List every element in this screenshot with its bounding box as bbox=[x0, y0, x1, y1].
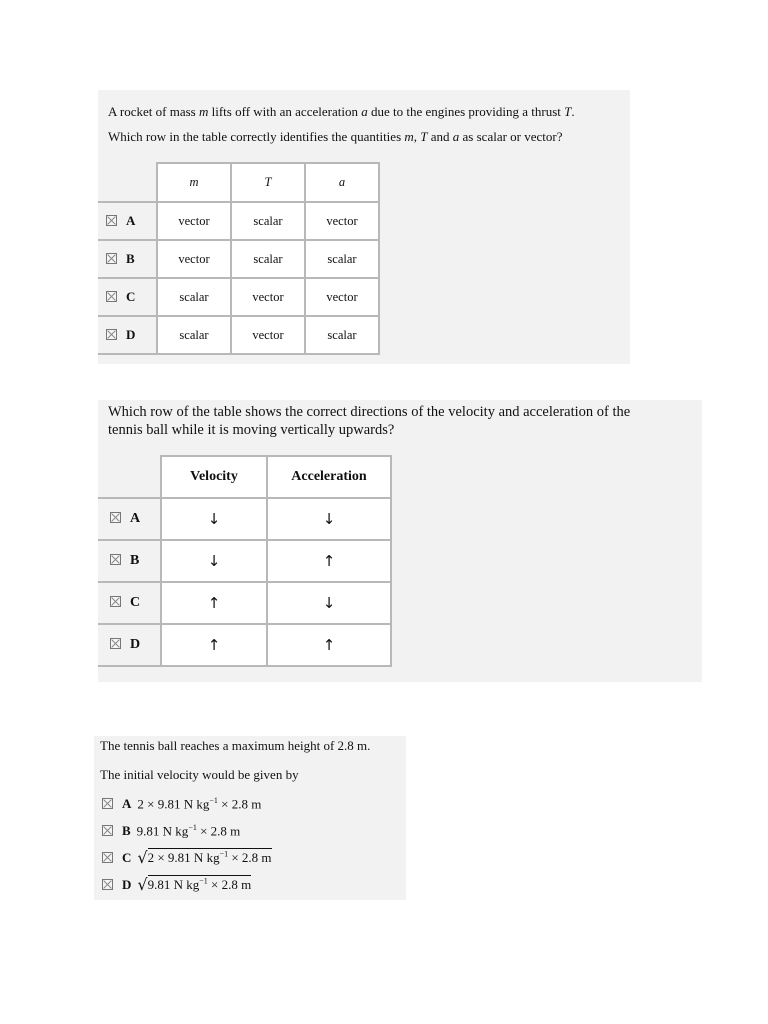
crossed-checkbox-icon[interactable] bbox=[110, 596, 121, 607]
arrow-down-icon: ↓ bbox=[322, 509, 336, 528]
option-row-d[interactable] bbox=[98, 316, 379, 354]
q1-text: . bbox=[571, 104, 575, 119]
option-row-a[interactable] bbox=[98, 202, 379, 240]
option-letter: C bbox=[126, 289, 136, 304]
table-cell: scalar bbox=[305, 240, 379, 278]
table-cell: scalar bbox=[231, 202, 305, 240]
option-label-c[interactable] bbox=[98, 582, 161, 624]
q1-var: a bbox=[452, 129, 460, 144]
option-letter: C bbox=[130, 595, 141, 610]
header-acceleration: Acceleration bbox=[267, 456, 391, 498]
arrow-down-icon: ↓ bbox=[322, 593, 336, 612]
question-2-panel bbox=[98, 400, 702, 682]
q1-var: T bbox=[564, 104, 572, 119]
acceleration-cell bbox=[267, 624, 391, 666]
question-2-text: Which row of the table shows the correct directions of the velocity and acceleration of the tennis ball while it is moving vertically upwards? bbox=[108, 404, 631, 438]
q1-text: A rocket of mass bbox=[108, 104, 199, 119]
table-header-row bbox=[98, 456, 391, 498]
square-root-icon: √9.81 N $kg^{-1} \times 2.8$ m bbox=[137, 875, 252, 894]
crossed-checkbox-icon[interactable] bbox=[106, 291, 117, 302]
q1-text: Which row in the table correctly identifies the quantities bbox=[108, 129, 405, 144]
option-exponent: −1 bbox=[219, 849, 229, 859]
arrow-up-icon: ↑ bbox=[207, 635, 221, 654]
q1-text: , bbox=[413, 129, 421, 144]
option-row-c[interactable] bbox=[98, 278, 379, 316]
option-letter: A bbox=[130, 511, 141, 526]
table-cell: scalar bbox=[305, 316, 379, 354]
arrow-up-icon: ↑ bbox=[322, 551, 336, 570]
option-letter: B bbox=[126, 251, 135, 266]
option-row-a[interactable] bbox=[98, 498, 391, 540]
crossed-checkbox-icon[interactable] bbox=[110, 554, 121, 565]
option-letter: D bbox=[122, 877, 132, 892]
option-label-d[interactable] bbox=[98, 624, 161, 666]
table-corner bbox=[98, 163, 157, 202]
table-cell: scalar bbox=[157, 278, 231, 316]
q1-text: and bbox=[427, 129, 453, 144]
option-letter: D bbox=[126, 327, 136, 342]
question-1-text-line-2 bbox=[108, 129, 563, 145]
crossed-checkbox-icon[interactable] bbox=[110, 512, 121, 523]
option-exponent: −1 bbox=[209, 796, 218, 805]
crossed-checkbox-icon[interactable] bbox=[106, 215, 117, 226]
arrow-up-icon: ↑ bbox=[322, 635, 336, 654]
option-label-a[interactable] bbox=[98, 498, 161, 540]
table-cell: vector bbox=[231, 278, 305, 316]
q1-text: lifts off with an acceleration bbox=[208, 104, 362, 119]
crossed-checkbox-icon[interactable] bbox=[102, 798, 113, 809]
q1-text: due to the engines providing a thrust bbox=[367, 104, 565, 119]
crossed-checkbox-icon[interactable] bbox=[110, 638, 121, 649]
question-3-text-line-2: The initial velocity would be given by bbox=[100, 767, 299, 782]
header-text: a bbox=[338, 175, 346, 189]
acceleration-cell bbox=[267, 540, 391, 582]
option-label-d[interactable] bbox=[98, 316, 157, 354]
velocity-cell bbox=[161, 498, 267, 540]
header-text: m bbox=[189, 175, 199, 189]
table-cell: vector bbox=[231, 316, 305, 354]
option-d[interactable] bbox=[102, 875, 251, 894]
option-expression: 2 × 9.81 N kg bbox=[147, 850, 220, 865]
option-row-b[interactable] bbox=[98, 240, 379, 278]
header-a bbox=[305, 163, 379, 202]
question-3-panel bbox=[94, 736, 406, 900]
question-1-panel bbox=[98, 90, 630, 364]
q1-var: T bbox=[420, 129, 428, 144]
option-row-d[interactable] bbox=[98, 624, 391, 666]
header-m bbox=[157, 163, 231, 202]
option-expression: 9.81 N kg bbox=[147, 877, 200, 892]
q1-var: a bbox=[361, 104, 368, 119]
option-letter: C bbox=[122, 850, 132, 865]
option-expression: × 2.8 m bbox=[228, 850, 272, 865]
option-row-c[interactable] bbox=[98, 582, 391, 624]
crossed-checkbox-icon[interactable] bbox=[102, 852, 113, 863]
crossed-checkbox-icon[interactable] bbox=[106, 329, 117, 340]
crossed-checkbox-icon[interactable] bbox=[102, 879, 113, 890]
option-label-b[interactable] bbox=[98, 540, 161, 582]
table-cell: vector bbox=[305, 202, 379, 240]
q1-var: m bbox=[404, 129, 414, 144]
table-corner bbox=[98, 456, 161, 498]
option-b[interactable] bbox=[102, 823, 240, 839]
option-letter: B bbox=[130, 553, 140, 568]
velocity-cell bbox=[161, 582, 267, 624]
option-letter: A bbox=[126, 213, 136, 228]
table-cell: vector bbox=[157, 240, 231, 278]
option-letter: D bbox=[130, 637, 141, 652]
question-1-text-line-1 bbox=[108, 104, 575, 120]
velocity-cell bbox=[161, 624, 267, 666]
option-row-b[interactable] bbox=[98, 540, 391, 582]
radicand bbox=[148, 848, 272, 865]
option-expression: × 2.8 m bbox=[217, 796, 262, 812]
crossed-checkbox-icon[interactable] bbox=[106, 253, 117, 264]
header-velocity: Velocity bbox=[161, 456, 267, 498]
option-letter: A bbox=[122, 796, 132, 812]
question-2-table bbox=[98, 455, 392, 667]
option-label-b[interactable] bbox=[98, 240, 157, 278]
table-cell: scalar bbox=[231, 240, 305, 278]
arrow-down-icon: ↓ bbox=[207, 551, 221, 570]
option-exponent: −1 bbox=[199, 876, 208, 886]
acceleration-cell bbox=[267, 498, 391, 540]
square-root-icon: √2 × 9.81 N $kg^{-1} \times 2.8$ m bbox=[137, 848, 272, 867]
table-cell: scalar bbox=[157, 316, 231, 354]
table-cell: vector bbox=[157, 202, 231, 240]
crossed-checkbox-icon[interactable] bbox=[102, 825, 113, 836]
option-letter: B bbox=[122, 823, 131, 839]
option-expression: 9.81 N kg bbox=[136, 823, 189, 839]
velocity-cell bbox=[161, 540, 267, 582]
radicand bbox=[148, 875, 252, 892]
option-expression: × 2.8 m bbox=[196, 823, 241, 839]
acceleration-cell bbox=[267, 582, 391, 624]
table-header-row bbox=[98, 163, 379, 202]
header-T bbox=[231, 163, 305, 202]
question-3-text-line-1: The tennis ball reaches a maximum height of 2.8 m. bbox=[100, 738, 371, 753]
option-a[interactable] bbox=[102, 796, 261, 812]
option-label-c[interactable] bbox=[98, 278, 157, 316]
option-expression: 2 × 9.81 N kg bbox=[137, 796, 210, 812]
option-label-a[interactable] bbox=[98, 202, 157, 240]
arrow-down-icon: ↓ bbox=[207, 509, 221, 528]
option-c[interactable] bbox=[102, 848, 272, 867]
arrow-up-icon: ↑ bbox=[207, 593, 221, 612]
question-1-table bbox=[98, 162, 380, 355]
table-cell: vector bbox=[305, 278, 379, 316]
q1-text: as scalar or vector? bbox=[459, 129, 563, 144]
header-text: T bbox=[264, 175, 272, 189]
option-expression: × 2.8 m bbox=[207, 877, 252, 892]
option-exponent: −1 bbox=[188, 823, 197, 832]
q1-var: m bbox=[198, 104, 209, 119]
